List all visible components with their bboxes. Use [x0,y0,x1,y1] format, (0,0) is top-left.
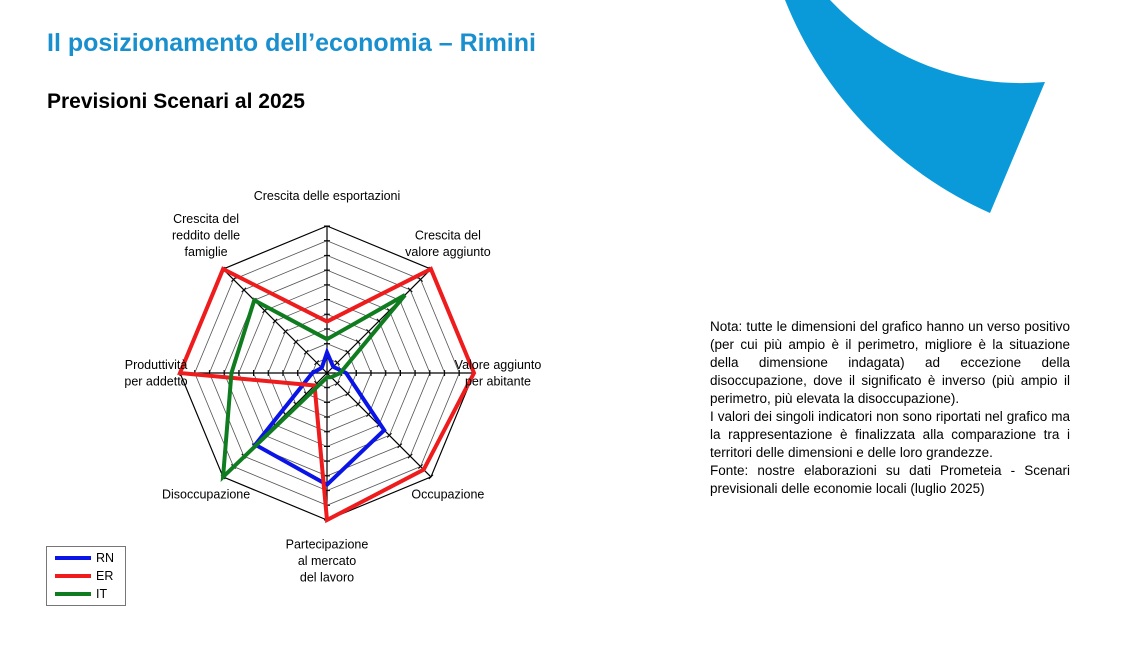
series-rn-line [255,352,384,484]
axis-label-line: Occupazione [411,487,485,502]
legend-label-it: IT [96,587,108,601]
axis-label-line: per addetto [124,374,188,389]
axis-label-line: Disoccupazione [161,487,251,502]
axis-label [172,212,240,259]
legend-label-er: ER [96,569,114,583]
axis-label [286,538,369,585]
page-title: Il posizionamento dell’economia – Rimini [47,29,536,57]
legend-item-er [47,567,125,585]
axis-label-line: valore aggiunto [405,245,491,260]
legend-label-rn: RN [96,551,115,565]
note-line: Nota: tutte le dimensioni del grafico hanno un verso positivo (per cui più ampio è il perimetro, migliore è la situazione della dimensione indagata) ad eccezione della disoccupazione, dove il significato è inverso (più ampio il perimetro, più elevata la disoccupazione). [710,319,1070,406]
legend-swatch-rn [55,556,91,560]
page-subtitle: Previsioni Scenari al 2025 [47,90,305,113]
chart-legend [46,546,126,606]
legend-swatch-it [55,592,91,596]
axis-label-line: Crescita del [414,228,481,243]
axis-label-line: del lavoro [299,570,355,585]
legend-item-it [47,585,125,603]
axis-label-line: reddito delle [172,228,241,243]
axis-label-line: Crescita del [173,212,240,227]
axis-label-line: Partecipazione [285,537,369,552]
legend-item-rn [47,549,125,567]
axis-label-line: famiglie [184,245,228,260]
axis-label [254,189,401,203]
chart-note [710,318,1070,498]
axis-label [411,487,484,501]
legend-swatch-er [55,574,91,578]
axis-label-line: Crescita delle esportazioni [253,189,401,203]
axis-label-line: per abitante [464,374,532,389]
axis-label [405,229,491,260]
axis-label-line: Produttività [124,358,188,372]
note-line: Fonte: nostre elaborazioni su dati Prometeia - Scenari previsionali delle economie locali (luglio 2025) [710,463,1070,496]
note-line: I valori dei singoli indicatori non sono riportati nel grafico ma la rappresentazione è finalizzata alla comparazione tra i territori delle dimensioni e delle loro grandezze. [710,409,1070,460]
axis-label [162,487,250,501]
axis-label-line: al mercato [297,554,357,568]
axis-label-line: Valore aggiunto [454,358,542,372]
